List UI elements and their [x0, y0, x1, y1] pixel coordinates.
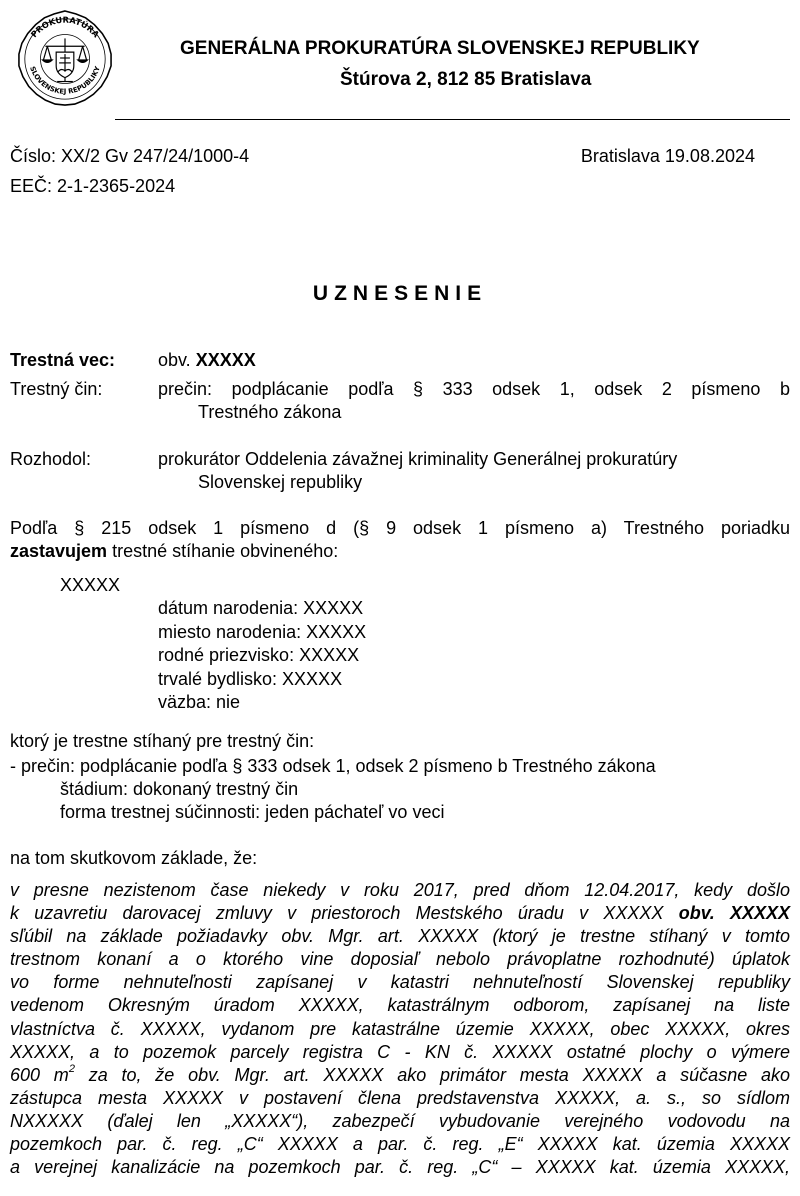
facts-line: pozemkoch par. č. reg. „C“ XXXXX a par. č. reg. „E“ XXXXX kat. územia XXXXX — [10, 1134, 790, 1155]
matter-prefix: obv. — [158, 350, 191, 370]
org-name: GENERÁLNA PROKURATÚRA SLOVENSKEJ REPUBLIKY — [180, 38, 700, 59]
facts-line-text: k uzavretiu darovacej zmluvy v priestoroch Mestského úradu v XXXXX — [10, 903, 664, 924]
facts-line — [10, 902, 790, 925]
facts-line — [10, 1064, 790, 1087]
facts-line: a verejnej kanalizácie na pozemkoch par. č. reg. „C“ – XXXXX kat. územia XXXXX, — [10, 1157, 790, 1178]
accused-birth-place: miesto narodenia: XXXXX — [158, 622, 367, 642]
facts-line: trestnom konaní a o ktorého vine doposiaľ nebolo právoplatne rozhodnuté) úplatok — [10, 949, 790, 970]
charge-form: forma trestnej súčinnosti: jeden páchateľ vo veci — [60, 802, 445, 822]
scales-of-justice-icon — [42, 38, 87, 81]
facts-area-unit-exp: 2 — [68, 1062, 75, 1075]
decided-label: Rozhodol: — [10, 449, 92, 469]
decision-verb: zastavujem — [10, 541, 108, 561]
facts-accused: obv. XXXXX — [678, 903, 790, 924]
matter-name: XXXXX — [195, 350, 256, 370]
place-date: Bratislava 19.08.2024 — [580, 146, 755, 166]
seal-logo — [16, 8, 114, 108]
case-number: Číslo: XX/2 Gv 247/24/1000-4 — [10, 146, 250, 166]
charge-intro: ktorý je trestne stíhaný pre trestný čin: — [10, 731, 315, 751]
facts-intro: na tom skutkovom základe, že: — [10, 848, 258, 868]
facts-line: vlastníctva č. XXXXX, vydanom pre katastrálne územie XXXXX, obec XXXXX, okres — [10, 1018, 790, 1039]
facts-line: vo forme nehnuteľnosti zapísanej v katastri nehnuteľností Slovenskej republiky — [10, 972, 790, 993]
accused-custody: väzba: nie — [158, 692, 241, 712]
charge-crime: - prečin: podplácanie podľa § 333 odsek 1, odsek 2 písmeno b Trestného zákona — [10, 756, 656, 776]
facts-line: vedenom Okresným úradom XXXXX, katastrálnym odborom, zapísanej na liste — [10, 995, 790, 1016]
org-address: Štúrova 2, 812 85 Bratislava — [340, 69, 592, 90]
charge-stage: štádium: dokonaný trestný čin — [60, 779, 299, 799]
accused-birth-surname: rodné priezvisko: XXXXX — [158, 645, 360, 665]
decided-line-2: Slovenskej republiky — [198, 472, 363, 492]
decision-line-1: Podľa § 215 odsek 1 písmeno d (§ 9 odsek 1 písmeno a) Trestného poriadku — [10, 518, 790, 538]
crime-label: Trestný čin: — [10, 379, 103, 399]
header-divider — [115, 119, 790, 120]
facts-area: 600 m — [10, 1064, 69, 1085]
svg-text:PROKURATÚRA: PROKURATÚRA — [28, 14, 102, 40]
decision-line-2 — [10, 541, 338, 562]
accused-birth-date: dátum narodenia: XXXXX — [158, 598, 364, 618]
facts-paragraph — [10, 879, 790, 1179]
facts-line: v presne nezistenom čase niekedy v roku 2017, pred dňom 12.04.2017, kedy došlo — [10, 880, 790, 900]
matter-label: Trestná vec: — [10, 350, 116, 370]
svg-text:SLOVENSKEJ REPUBLIKY: SLOVENSKEJ REPUBLIKY — [28, 65, 102, 96]
accused-name: XXXXX — [60, 575, 121, 595]
decided-line-1: prokurátor Oddelenia závažnej kriminality Generálnej prokuratúry — [158, 449, 678, 469]
document-title: UZNESENIE — [312, 282, 488, 305]
decision-rest: trestné stíhanie obvineného: — [112, 541, 339, 561]
facts-line: NXXXXX (ďalej len „XXXXX“), zabezpečí vybudovanie verejného vodovodu na — [10, 1110, 790, 1131]
accused-residence: trvalé bydlisko: XXXXX — [158, 669, 343, 689]
crime-line-1: prečin: podplácanie podľa § 333 odsek 1, odsek 2 písmeno b — [158, 379, 790, 399]
facts-line: XXXXX, a to pozemok parcely registra C - KN č. XXXXX ostatné plochy o výmere — [10, 1041, 790, 1062]
eec-number: EEČ: 2-1-2365-2024 — [10, 176, 176, 196]
crime-line-2: Trestného zákona — [198, 402, 342, 422]
facts-line: sľúbil na základe požiadavky obv. Mgr. art. XXXXX (ktorý je trestne stíhaný v tomto — [10, 926, 790, 947]
matter-value — [158, 350, 256, 371]
facts-line-text: za to, že obv. Mgr. art. XXXXX ako primátor mesta XXXXX a súčasne ako — [74, 1064, 791, 1085]
facts-line: zástupca mesta XXXXX v postavení člena predstavenstva XXXXX, a. s., so sídlom — [10, 1087, 790, 1108]
